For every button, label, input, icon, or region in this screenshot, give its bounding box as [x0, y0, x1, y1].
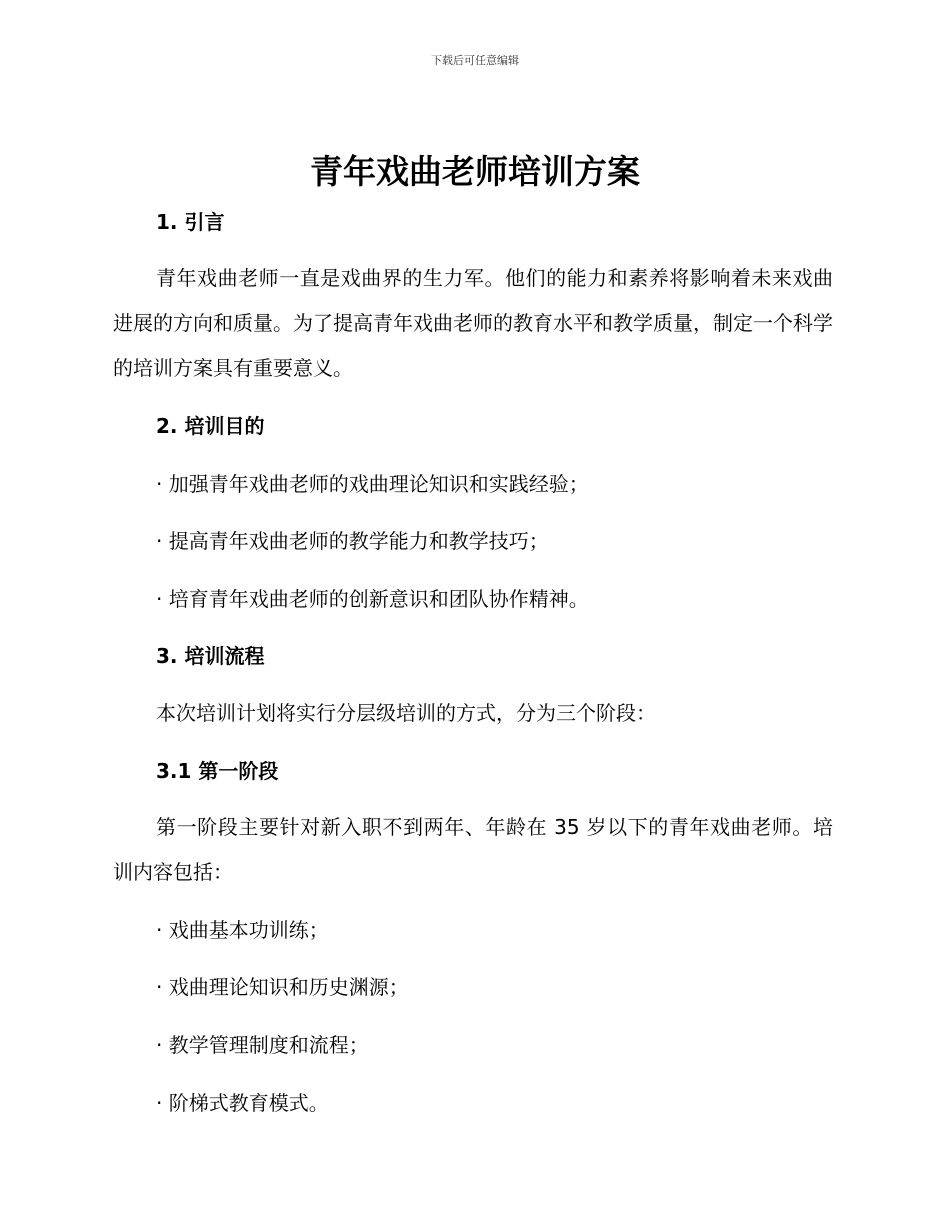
- stage1-item-3: · 教学管理制度和流程；: [156, 1033, 369, 1057]
- section-heading-intro: 1. 引言: [156, 210, 225, 234]
- intro-paragraph: 青年戏曲老师一直是戏曲界的生力军。他们的能力和素养将影响着未来戏曲进展的方向和质量。为了提高青年戏曲老师的教育水平和教学质量，制定一个科学的培训方案具有重要意义。: [113, 266, 833, 380]
- stage1-paragraph: 第一阶段主要针对新入职不到两年、年龄在 35 岁以下的青年戏曲老师。培训内容包括：: [113, 815, 833, 884]
- process-paragraph: 本次培训计划将实行分层级培训的方式，分为三个阶段：: [156, 701, 656, 725]
- stage1-item-4: · 阶梯式教育模式。: [156, 1091, 329, 1115]
- section-heading-stage1: 3.1 第一阶段: [156, 759, 279, 783]
- goal-item-3: · 培育青年戏曲老师的创新意识和团队协作精神。: [156, 587, 589, 611]
- goal-item-2: · 提高青年戏曲老师的教学能力和教学技巧；: [156, 529, 549, 553]
- section-heading-process: 3. 培训流程: [156, 644, 265, 668]
- section-heading-goals: 2. 培训目的: [156, 414, 265, 438]
- stage1-item-2: · 戏曲理论知识和历史渊源；: [156, 975, 409, 999]
- goal-item-1: · 加强青年戏曲老师的戏曲理论知识和实践经验；: [156, 472, 589, 496]
- stage1-item-1: · 戏曲基本功训练；: [156, 918, 329, 942]
- header-note: 下载后可任意编辑: [431, 54, 519, 67]
- document-title: 青年戏曲老师培训方案: [310, 152, 640, 191]
